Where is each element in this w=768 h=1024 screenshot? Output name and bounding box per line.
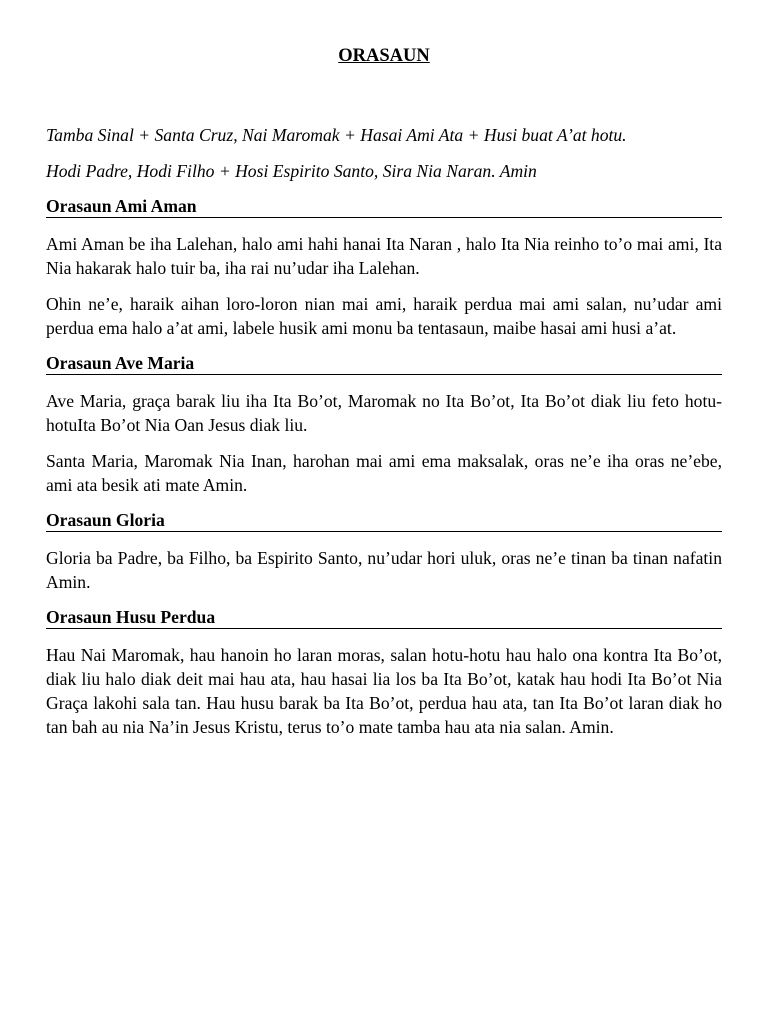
- document-page: [46, 44, 722, 751]
- intro-line: Hodi Padre, Hodi Filho + Hosi Espirito Santo, Sira Nia Naran. Amin: [46, 161, 537, 181]
- paragraph: Hau Nai Maromak, hau hanoin ho laran moras, salan hotu-hotu hau halo ona kontra Ita Bo’ot, diak liu halo diak deit mai hau ata, hau hasai lia los ba Ita Bo’ot, katak hau hodi Ita Bo’ot Nia Graça lakohi sala tan. Hau husu barak ba Ita Bo’ot, perdua hau ata, tan Ita Bo’ot laran diak ho tan bah au nia Na’in Jesus Kristu, terus to’o mate tamba hau ata nia salan. Amin.: [46, 645, 722, 737]
- section-heading: Orasaun Ave Maria: [46, 352, 722, 375]
- prayer-section-gloria: [46, 509, 722, 594]
- paragraph: Santa Maria, Maromak Nia Inan, harohan mai ami ema maksalak, oras ne’e iha oras ne’ebe, ami ata besik ati mate Amin.: [46, 451, 722, 495]
- section-heading: Orasaun Ami Aman: [46, 195, 722, 218]
- paragraph: Gloria ba Padre, ba Filho, ba Espirito Santo, nu’udar hori uluk, oras ne’e tinan ba tinan nafatin Amin.: [46, 548, 722, 592]
- prayer-section-ave-maria: [46, 352, 722, 497]
- paragraph: Ami Aman be iha Lalehan, halo ami hahi hanai Ita Naran , halo Ita Nia reinho to’o mai ami, Ita Nia hakarak halo tuir ba, iha rai nu’udar iha Lalehan.: [46, 234, 722, 278]
- section-heading: Orasaun Husu Perdua: [46, 606, 722, 629]
- paragraph: Ave Maria, graça barak liu iha Ita Bo’ot, Maromak no Ita Bo’ot, Ita Bo’ot diak liu feto hotu-hotuIta Bo’ot Nia Oan Jesus diak liu.: [46, 391, 722, 435]
- prayer-section-ami-aman: [46, 195, 722, 340]
- document-title: ORASAUN: [338, 46, 430, 66]
- intro-line: Tamba Sinal + Santa Cruz, Nai Maromak + Hasai Ami Ata + Husi buat A’at hotu.: [46, 125, 627, 145]
- section-heading: Orasaun Gloria: [46, 509, 722, 532]
- paragraph: Ohin ne’e, haraik aihan loro-loron nian mai ami, haraik perdua mai ami salan, nu’udar ami perdua ema halo a’at ami, labele husik ami monu ba tentasaun, maibe hasai ami husi a’at.: [46, 294, 722, 338]
- prayer-section-husu-perdua: [46, 606, 722, 739]
